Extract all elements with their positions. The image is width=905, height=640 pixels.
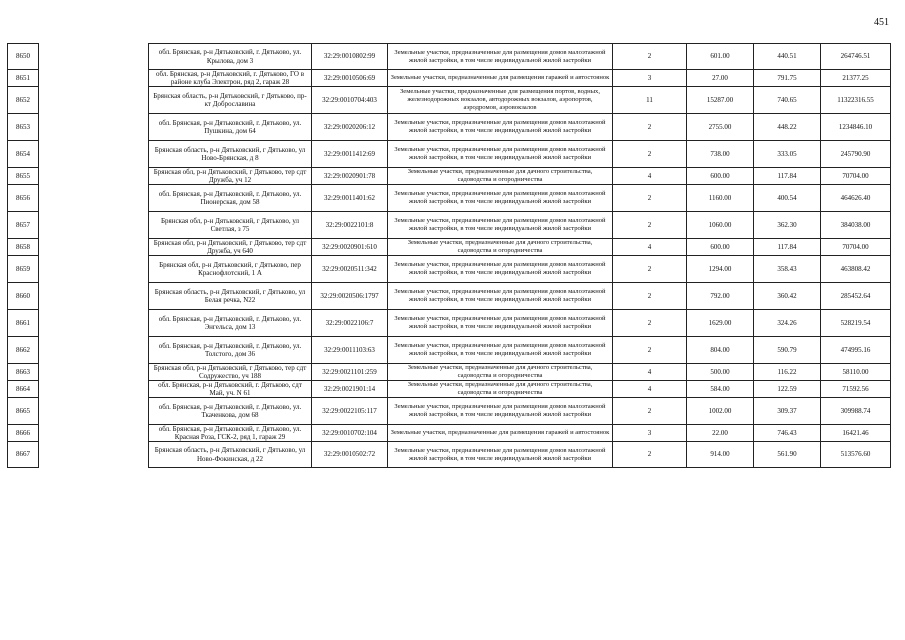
- address-cell: обл. Брянская, р-н Дятьковский, г. Дятьково, ул. Пионерская, дом 58: [148, 184, 311, 211]
- cadastral-value-cell: 16421.46: [820, 424, 891, 441]
- address-cell: Брянская область, р-н Дятьковский, г Дятьково, ул Ново-Фокинская, д 22: [148, 441, 311, 468]
- address-cell: обл. Брянская, р-н Дятьковский, г. Дятьково, ул. Крылова, дом 3: [148, 43, 311, 69]
- cadastral-value-cell: 71592.56: [820, 380, 891, 397]
- cadastral-value-cell: 474995.16: [820, 336, 891, 363]
- cadastral-number-cell: 32:29:0022105:117: [311, 397, 387, 424]
- land-use-cell: Земельные участки, предназначенные для размещения портов, водных, железнодорожных вокзалов, автодорожных вокзалов, аэропортов, аэродромов, аэровокзалов: [387, 86, 612, 113]
- cadastral-number-cell: 32:29:0020206:12: [311, 113, 387, 140]
- table-row: [0, 86, 905, 113]
- area-cell: 738.00: [686, 140, 753, 167]
- cadastral-value-cell: 264746.51: [820, 43, 891, 69]
- group-cell: 2: [612, 336, 686, 363]
- row-number: 8659: [7, 255, 39, 282]
- group-cell: 4: [612, 380, 686, 397]
- cadastral-number-cell: 32:29:0022106:7: [311, 309, 387, 336]
- rate-cell: 746.43: [753, 424, 820, 441]
- group-cell: 2: [612, 43, 686, 69]
- group-cell: 2: [612, 255, 686, 282]
- group-cell: 2: [612, 140, 686, 167]
- table-row: [0, 255, 905, 282]
- group-cell: 4: [612, 167, 686, 184]
- area-cell: 1629.00: [686, 309, 753, 336]
- land-use-cell: Земельные участки, предназначенные для размещения домов малоэтажной жилой застройки, в том числе индивидуальной жилой застройки: [387, 397, 612, 424]
- cadastral-value-cell: 21377.25: [820, 69, 891, 86]
- address-cell: обл. Брянская, р-н Дятьковский, г. Дятьково, ул. Толстого, дом 36: [148, 336, 311, 363]
- area-cell: 600.00: [686, 167, 753, 184]
- cadastral-number-cell: 32:29:0011412:69: [311, 140, 387, 167]
- address-cell: обл. Брянская, р-н Дятьковский, г. Дятьково, ГО в районе клуба Электрон, ряд 2, гараж 28: [148, 69, 311, 86]
- address-cell: обл. Брянская, р-н Дятьковский, г. Дятьково, ул. Красная Роза, ГСК-2, ряд 1, гараж 29: [148, 424, 311, 441]
- table-row: [0, 397, 905, 424]
- cadastral-number-cell: 32:29:0020901:78: [311, 167, 387, 184]
- cadastral-table: [0, 43, 905, 468]
- area-cell: 27.00: [686, 69, 753, 86]
- group-cell: 2: [612, 397, 686, 424]
- land-use-cell: Земельные участки, предназначенные для размещения домов малоэтажной жилой застройки, в том числе индивидуальной жилой застройки: [387, 113, 612, 140]
- cadastral-value-cell: 513576.60: [820, 441, 891, 468]
- group-cell: 3: [612, 69, 686, 86]
- land-use-cell: Земельные участки, предназначенные для размещения домов малоэтажной жилой застройки, в том числе индивидуальной жилой застройки: [387, 184, 612, 211]
- table-row: [0, 282, 905, 309]
- cadastral-number-cell: 32:29:0010702:104: [311, 424, 387, 441]
- rate-cell: 117.84: [753, 238, 820, 255]
- rate-cell: 309.37: [753, 397, 820, 424]
- table-row: [0, 69, 905, 86]
- page-number: 451: [874, 17, 889, 28]
- area-cell: 15287.00: [686, 86, 753, 113]
- table-row: [0, 380, 905, 397]
- address-cell: Брянская область, р-н Дятьковский, г Дятьково, ул Ново-Брянская, д 8: [148, 140, 311, 167]
- cadastral-value-cell: 245790.90: [820, 140, 891, 167]
- table-row: [0, 309, 905, 336]
- rate-cell: 122.59: [753, 380, 820, 397]
- area-cell: 2755.00: [686, 113, 753, 140]
- address-cell: обл. Брянская, р-н Дятьковский, г. Дятьково, ул. Пушкина, дом 64: [148, 113, 311, 140]
- cadastral-number-cell: 32:29:0020901:610: [311, 238, 387, 255]
- group-cell: 11: [612, 86, 686, 113]
- area-cell: 500.00: [686, 363, 753, 380]
- table-row: [0, 113, 905, 140]
- group-cell: 2: [612, 282, 686, 309]
- group-cell: 2: [612, 211, 686, 238]
- rate-cell: 362.30: [753, 211, 820, 238]
- row-number: 8665: [7, 397, 39, 424]
- address-cell: Брянская область, р-н Дятьковский, г Дятьково, ул Белая речка, N22: [148, 282, 311, 309]
- rate-cell: 791.75: [753, 69, 820, 86]
- cadastral-value-cell: 384038.00: [820, 211, 891, 238]
- cadastral-value-cell: 464626.40: [820, 184, 891, 211]
- group-cell: 4: [612, 363, 686, 380]
- rate-cell: 333.05: [753, 140, 820, 167]
- area-cell: 1060.00: [686, 211, 753, 238]
- row-number: 8653: [7, 113, 39, 140]
- table-row: [0, 336, 905, 363]
- table-row: [0, 184, 905, 211]
- land-use-cell: Земельные участки, предназначенные для дачного строительства, садоводства и огородничества: [387, 363, 612, 380]
- table-row: [0, 441, 905, 468]
- area-cell: 1160.00: [686, 184, 753, 211]
- table-row: [0, 43, 905, 69]
- address-cell: обл. Брянская, р-н Дятьковский, г. Дятьково, ул. Энгельса, дом 13: [148, 309, 311, 336]
- area-cell: 600.00: [686, 238, 753, 255]
- cadastral-number-cell: 32:29:0011103:63: [311, 336, 387, 363]
- table-row: [0, 167, 905, 184]
- row-number: 8667: [7, 441, 39, 468]
- cadastral-number-cell: 32:29:0021101:259: [311, 363, 387, 380]
- cadastral-number-cell: 32:29:0011401:62: [311, 184, 387, 211]
- row-number: 8666: [7, 424, 39, 441]
- cadastral-number-cell: 32:29:0010704:403: [311, 86, 387, 113]
- table-row: [0, 140, 905, 167]
- land-use-cell: Земельные участки, предназначенные для дачного строительства, садоводства и огородничества: [387, 238, 612, 255]
- land-use-cell: Земельные участки, предназначенные для размещения домов малоэтажной жилой застройки, в том числе индивидуальной жилой застройки: [387, 140, 612, 167]
- cadastral-value-cell: 463808.42: [820, 255, 891, 282]
- row-number: 8651: [7, 69, 39, 86]
- rate-cell: 324.26: [753, 309, 820, 336]
- land-use-cell: Земельные участки, предназначенные для дачного строительства, садоводства и огородничества: [387, 380, 612, 397]
- cadastral-number-cell: 32:29:0020511:342: [311, 255, 387, 282]
- cadastral-number-cell: 32:29:0010506:69: [311, 69, 387, 86]
- group-cell: 2: [612, 184, 686, 211]
- area-cell: 914.00: [686, 441, 753, 468]
- cadastral-value-cell: 70704.00: [820, 167, 891, 184]
- land-use-cell: Земельные участки, предназначенные для размещения домов малоэтажной жилой застройки, в том числе индивидуальной жилой застройки: [387, 211, 612, 238]
- address-cell: Брянская обл, р-н Дятьковский, г Дятьково, тер сдт Дружба, уч 12: [148, 167, 311, 184]
- address-cell: Брянская область, р-н Дятьковский, г Дятьково, пр-кт Доброславина: [148, 86, 311, 113]
- cadastral-number-cell: 32:29:0022101:8: [311, 211, 387, 238]
- address-cell: Брянская обл, р-н Дятьковский, г Дятьково, пер Краснофлотский, 1 А: [148, 255, 311, 282]
- group-cell: 2: [612, 309, 686, 336]
- land-use-cell: Земельные участки, предназначенные для размещения гаражей и автостоянок: [387, 69, 612, 86]
- rate-cell: 117.84: [753, 167, 820, 184]
- rate-cell: 116.22: [753, 363, 820, 380]
- land-use-cell: Земельные участки, предназначенные для размещения домов малоэтажной жилой застройки, в том числе индивидуальной жилой застройки: [387, 441, 612, 468]
- rate-cell: 400.54: [753, 184, 820, 211]
- table-row: [0, 211, 905, 238]
- group-cell: 2: [612, 441, 686, 468]
- area-cell: 1002.00: [686, 397, 753, 424]
- rate-cell: 590.79: [753, 336, 820, 363]
- row-number: 8663: [7, 363, 39, 380]
- table-row: [0, 424, 905, 441]
- group-cell: 2: [612, 113, 686, 140]
- table-row: [0, 363, 905, 380]
- address-cell: Брянская обл, р-н Дятьковский, г Дятьково, ул Светлая, з 75: [148, 211, 311, 238]
- cadastral-value-cell: 70704.00: [820, 238, 891, 255]
- land-use-cell: Земельные участки, предназначенные для размещения домов малоэтажной жилой застройки, в том числе индивидуальной жилой застройки: [387, 255, 612, 282]
- group-cell: 3: [612, 424, 686, 441]
- cadastral-number-cell: 32:29:0010502:72: [311, 441, 387, 468]
- cadastral-number-cell: 32:29:0020506:1797: [311, 282, 387, 309]
- address-cell: обл. Брянская, р-н Дятьковский, г. Дятьково, сдт Май, уч. N 61: [148, 380, 311, 397]
- rate-cell: 360.42: [753, 282, 820, 309]
- land-use-cell: Земельные участки, предназначенные для размещения домов малоэтажной жилой застройки, в том числе индивидуальной жилой застройки: [387, 282, 612, 309]
- land-use-cell: Земельные участки, предназначенные для размещения гаражей и автостоянок: [387, 424, 612, 441]
- land-use-cell: Земельные участки, предназначенные для размещения домов малоэтажной жилой застройки, в том числе индивидуальной жилой застройки: [387, 309, 612, 336]
- rate-cell: 440.51: [753, 43, 820, 69]
- area-cell: 584.00: [686, 380, 753, 397]
- area-cell: 1294.00: [686, 255, 753, 282]
- cadastral-number-cell: 32:29:0021901:14: [311, 380, 387, 397]
- address-cell: Брянская обл, р-н Дятьковский, г Дятьково, тер сдт Содружество, уч 188: [148, 363, 311, 380]
- row-number: 8657: [7, 211, 39, 238]
- area-cell: 22.00: [686, 424, 753, 441]
- land-use-cell: Земельные участки, предназначенные для дачного строительства, садоводства и огородничества: [387, 167, 612, 184]
- group-cell: 4: [612, 238, 686, 255]
- row-number: 8656: [7, 184, 39, 211]
- address-cell: Брянская обл, р-н Дятьковский, г Дятьково, тер сдт Дружба, уч 640: [148, 238, 311, 255]
- rate-cell: 561.90: [753, 441, 820, 468]
- area-cell: 804.00: [686, 336, 753, 363]
- row-number: 8650: [7, 43, 39, 69]
- cadastral-value-cell: 285452.64: [820, 282, 891, 309]
- row-number: 8655: [7, 167, 39, 184]
- rate-cell: 358.43: [753, 255, 820, 282]
- rate-cell: 448.22: [753, 113, 820, 140]
- row-number: 8661: [7, 309, 39, 336]
- table-row: [0, 238, 905, 255]
- cadastral-value-cell: 309988.74: [820, 397, 891, 424]
- land-use-cell: Земельные участки, предназначенные для размещения домов малоэтажной жилой застройки, в том числе индивидуальной жилой застройки: [387, 43, 612, 69]
- cadastral-number-cell: 32:29:0010802:99: [311, 43, 387, 69]
- row-number: 8658: [7, 238, 39, 255]
- address-cell: обл. Брянская, р-н Дятьковский, г. Дятьково, ул. Ткаченкова, дом 68: [148, 397, 311, 424]
- row-number: 8654: [7, 140, 39, 167]
- land-use-cell: Земельные участки, предназначенные для размещения домов малоэтажной жилой застройки, в том числе индивидуальной жилой застройки: [387, 336, 612, 363]
- row-number: 8652: [7, 86, 39, 113]
- area-cell: 601.00: [686, 43, 753, 69]
- row-number: 8662: [7, 336, 39, 363]
- rate-cell: 740.65: [753, 86, 820, 113]
- cadastral-value-cell: 58110.00: [820, 363, 891, 380]
- cadastral-value-cell: 11322316.55: [820, 86, 891, 113]
- row-number: 8660: [7, 282, 39, 309]
- cadastral-value-cell: 528219.54: [820, 309, 891, 336]
- cadastral-value-cell: 1234846.10: [820, 113, 891, 140]
- row-number: 8664: [7, 380, 39, 397]
- area-cell: 792.00: [686, 282, 753, 309]
